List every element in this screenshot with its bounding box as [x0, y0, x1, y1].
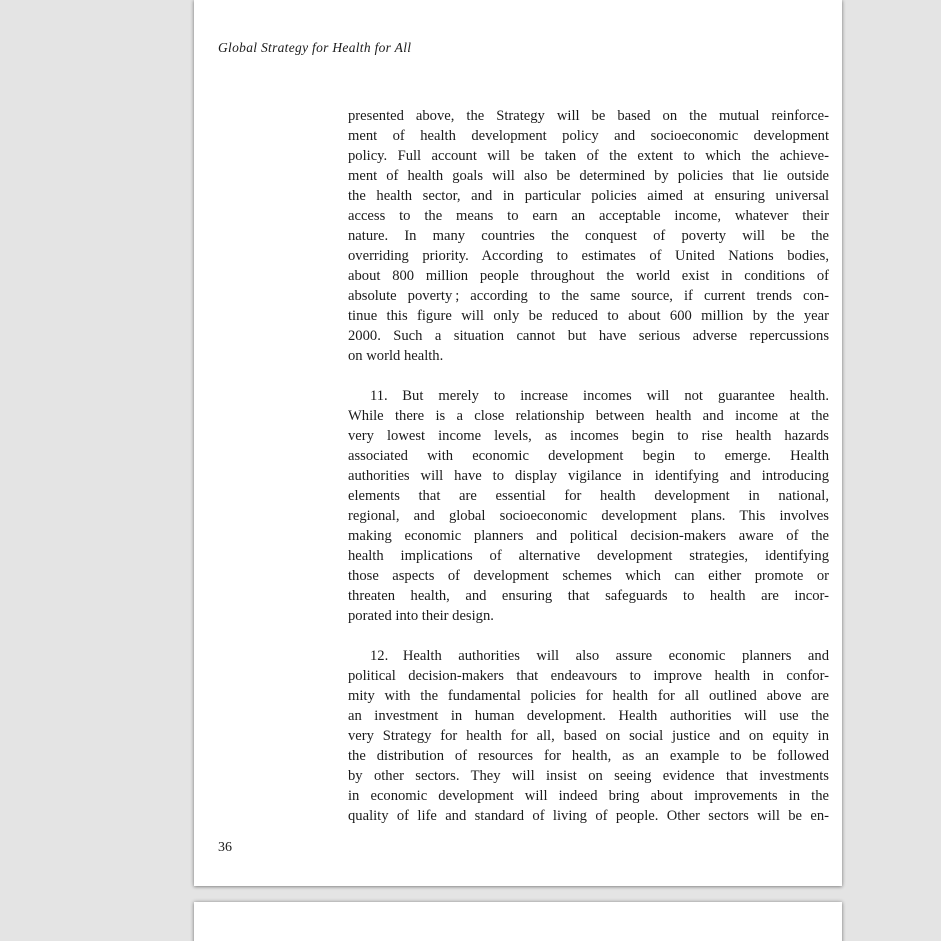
- text-line: ment of health goals will also be determined by policies that lie outside: [348, 168, 829, 184]
- text-line: very lowest income levels, as incomes begin to rise health hazards: [348, 428, 829, 444]
- text-line: on world health.: [348, 348, 444, 364]
- text-line: political decision-makers that endeavours to improve health in confor-: [348, 668, 829, 684]
- next-page-preview: [194, 902, 842, 941]
- text-line: tinue this figure will only be reduced to about 600 million by the year: [348, 308, 829, 324]
- text-line: porated into their design.: [348, 608, 494, 624]
- text-line: ment of health development policy and socioeconomic development: [348, 128, 829, 144]
- text-line: elements that are essential for health development in national,: [348, 488, 829, 504]
- paragraph: [348, 106, 829, 366]
- text-line: regional, and global socioeconomic development plans. This involves: [348, 508, 829, 524]
- text-line: authorities will have to display vigilance in identifying and introducing: [348, 468, 829, 484]
- text-line: about 800 million people throughout the world exist in conditions of: [348, 268, 829, 284]
- paragraph: [348, 646, 829, 826]
- text-line: 12. Health authorities will also assure economic planners and: [370, 648, 829, 664]
- text-line: those aspects of development schemes which can either promote or: [348, 568, 829, 584]
- text-line: presented above, the Strategy will be based on the mutual reinforce-: [348, 108, 829, 124]
- text-line: associated with economic development begin to emerge. Health: [348, 448, 829, 464]
- text-line: absolute poverty ; according to the same source, if current trends con-: [348, 288, 829, 304]
- text-line: the health sector, and in particular policies aimed at ensuring universal: [348, 188, 829, 204]
- page-36: [194, 0, 842, 886]
- running-header: Global Strategy for Health for All: [218, 40, 412, 55]
- text-line: 2000. Such a situation cannot but have serious adverse repercussions: [348, 328, 829, 344]
- text-line: overriding priority. According to estimates of United Nations bodies,: [348, 248, 829, 264]
- text-line: quality of life and standard of living of people. Other sectors will be en-: [348, 808, 829, 824]
- text-line: an investment in human development. Health authorities will use the: [348, 708, 829, 724]
- text-line: very Strategy for health for all, based on social justice and on equity in: [348, 728, 829, 744]
- text-line: health implications of alternative development strategies, identifying: [348, 548, 829, 564]
- text-line: policy. Full account will be taken of the extent to which the achieve-: [348, 148, 829, 164]
- text-line: 11. But merely to increase incomes will not guarantee health.: [370, 388, 829, 404]
- text-line: making economic planners and political decision-makers aware of the: [348, 528, 829, 544]
- text-line: in economic development will indeed bring about improvements in the: [348, 788, 829, 804]
- page-number: 36: [218, 840, 232, 855]
- body-text: [348, 106, 829, 826]
- text-line: by other sectors. They will insist on seeing evidence that investments: [348, 768, 829, 784]
- text-line: While there is a close relationship between health and income at the: [348, 408, 829, 424]
- text-line: access to the means to earn an acceptable income, whatever their: [348, 208, 829, 224]
- text-line: mity with the fundamental policies for health for all outlined above are: [348, 688, 829, 704]
- paragraph: [348, 386, 829, 626]
- text-line: nature. In many countries the conquest of poverty will be the: [348, 228, 829, 244]
- text-line: the distribution of resources for health, as an example to be followed: [348, 748, 829, 764]
- text-line: threaten health, and ensuring that safeguards to health are incor-: [348, 588, 829, 604]
